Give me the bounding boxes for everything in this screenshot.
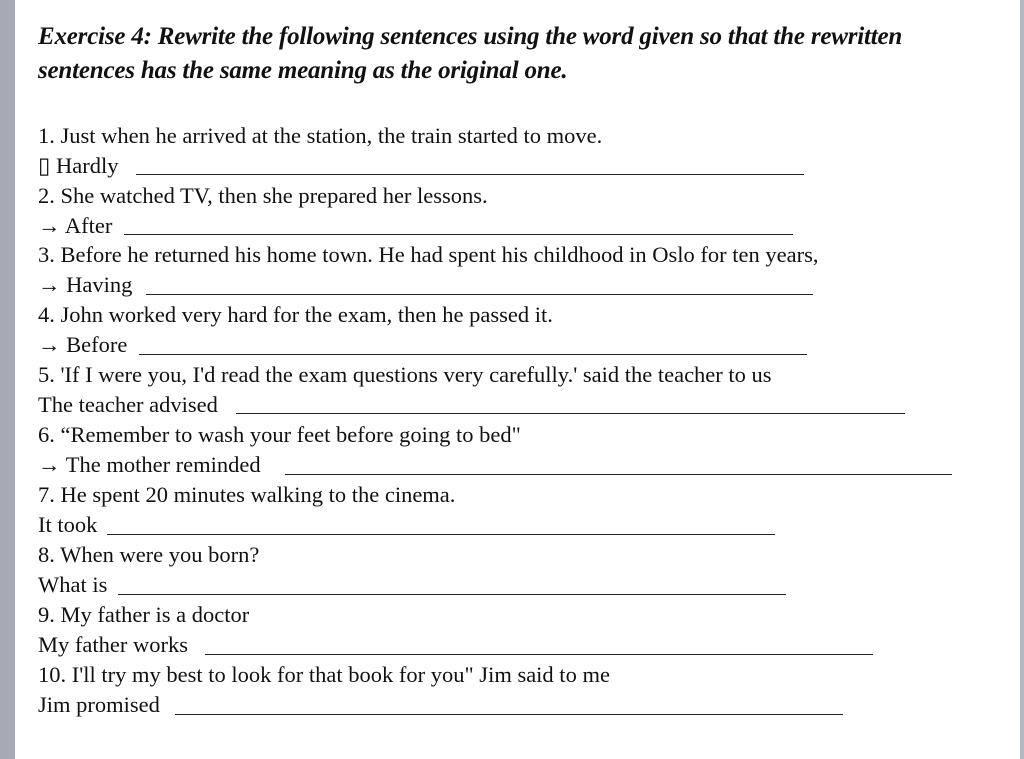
prompt-6: → The mother reminded	[38, 452, 261, 477]
prompt-1: ▯ Hardly	[38, 153, 119, 178]
answer-blank-3[interactable]	[146, 294, 813, 295]
question-3: 3. Before he returned his home town. He had spent his childhood in Oslo for ten years,	[38, 242, 819, 267]
question-8: 8. When were you born?	[38, 542, 260, 567]
worksheet-page	[15, 0, 1020, 759]
question-7: 7. He spent 20 minutes walking to the cinema.	[38, 482, 456, 507]
answer-blank-9[interactable]	[205, 654, 873, 655]
prompt-3: → Having	[38, 272, 133, 297]
answer-blank-5[interactable]	[236, 413, 905, 414]
question-1: 1. Just when he arrived at the station, the train started to move.	[38, 123, 603, 148]
answer-blank-6[interactable]	[285, 474, 952, 475]
answer-blank-8[interactable]	[118, 594, 786, 595]
question-10: 10. I'll try my best to look for that book for you" Jim said to me	[38, 662, 610, 687]
prompt-10: Jim promised	[38, 692, 160, 717]
prompt-2: → After	[38, 213, 113, 238]
question-9: 9. My father is a doctor	[38, 602, 250, 627]
question-6: 6. “Remember to wash your feet before going to bed"	[38, 422, 521, 447]
window-right-border	[1020, 0, 1024, 759]
exercise-title: Exercise 4: Rewrite the following sentences using the word given so that the rewritten sentences has the same meaning as the original one.	[38, 23, 903, 84]
question-2: 2. She watched TV, then she prepared her lessons.	[38, 183, 488, 208]
prompt-5: The teacher advised	[38, 392, 218, 417]
answer-blank-7[interactable]	[107, 534, 775, 535]
prompt-7: It took	[38, 512, 98, 537]
window-left-border	[0, 0, 15, 759]
answer-blank-2[interactable]	[124, 234, 793, 235]
answer-blank-4[interactable]	[139, 354, 807, 355]
question-4: 4. John worked very hard for the exam, then he passed it.	[38, 302, 553, 327]
answer-blank-1[interactable]	[136, 174, 804, 175]
question-5: 5. 'If I were you, I'd read the exam questions very carefully.' said the teacher to us	[38, 362, 772, 387]
prompt-4: → Before	[38, 332, 128, 357]
answer-blank-10[interactable]	[175, 714, 843, 715]
prompt-8: What is	[38, 572, 108, 597]
prompt-9: My father works	[38, 632, 188, 657]
